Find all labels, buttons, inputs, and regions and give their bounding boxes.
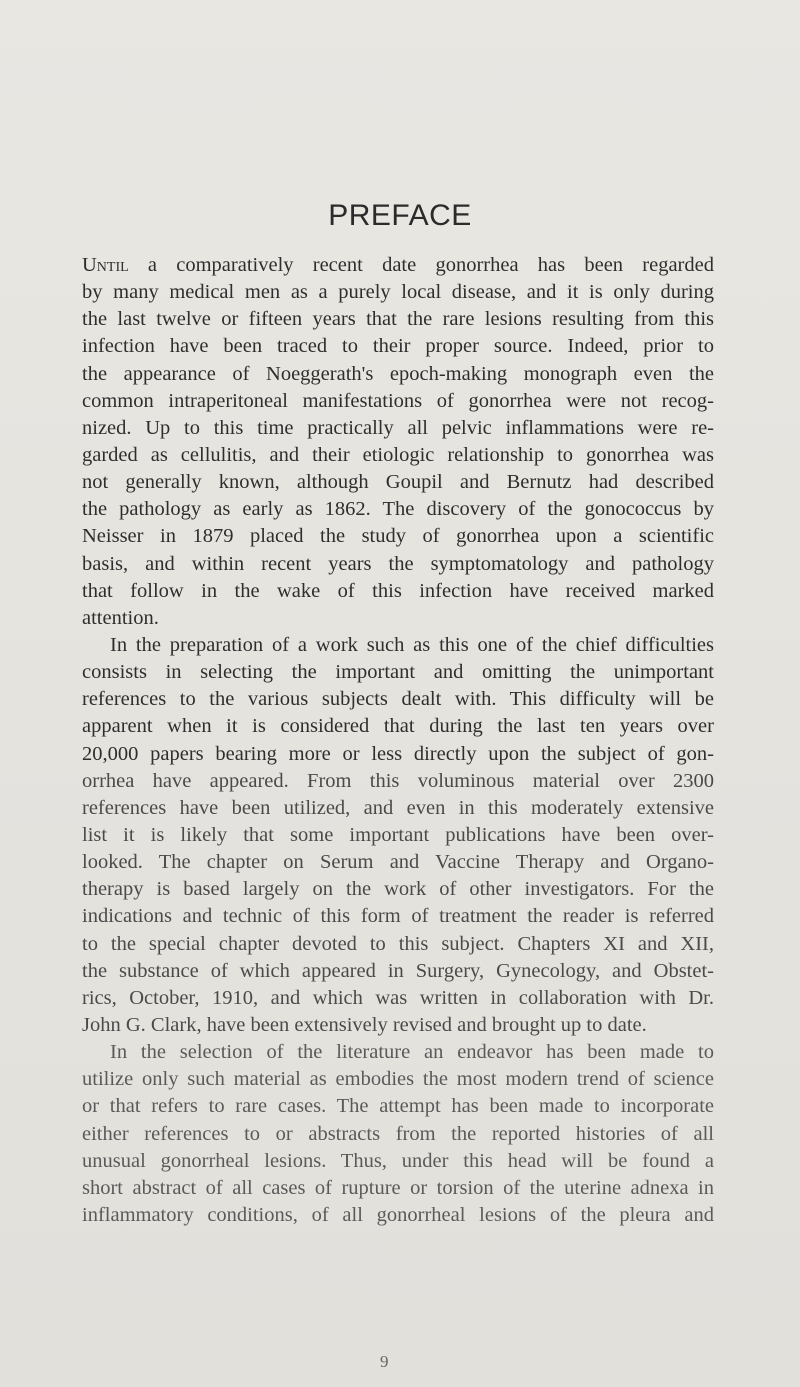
text-line: infection have been traced to their proper source. Indeed, prior to (82, 335, 714, 358)
text-line: the last twelve or fifteen years that the rare lesions resulting from this (82, 308, 714, 331)
text-line: references have been utilized, and even in this moderately extensive (82, 796, 714, 819)
text-line: nized. Up to this time practically all pelvic inflammations were re- (82, 416, 714, 439)
text-line: In the selection of the literature an endeavor has been made to (110, 1041, 714, 1064)
text-line: looked. The chapter on Serum and Vaccine Therapy and Organo- (82, 851, 714, 874)
text-line: by many medical men as a purely local disease, and it is only during (82, 281, 714, 304)
text-line: the substance of which appeared in Surgery, Gynecology, and Obstet- (82, 959, 714, 982)
text-line: or that refers to rare cases. The attempt has been made to incorporate (82, 1095, 714, 1118)
text-line: attention. (82, 606, 159, 629)
text-line: either references to or abstracts from the reported histories of all (82, 1122, 714, 1145)
text-line: John G. Clark, have been extensively revised and brought up to date. (82, 1013, 647, 1036)
text-line: list it is likely that some important publications have been over- (82, 823, 714, 846)
body-text (82, 252, 714, 1229)
drop-word: Until (82, 254, 129, 276)
text-line: In the preparation of a work such as this one of the chief difficulties (110, 633, 714, 656)
text-line: the appearance of Noeggerath's epoch-making monograph even the (82, 362, 714, 385)
text-line: rics, October, 1910, and which was written in collaboration with Dr. (82, 986, 714, 1009)
text-line: unusual gonorrheal lesions. Thus, under this head will be found a (82, 1149, 714, 1172)
text-line: therapy is based largely on the work of other investigators. For the (82, 878, 714, 901)
text-line: consists in selecting the important and omitting the unimportant (82, 661, 714, 684)
text-line: not generally known, although Goupil and Bernutz had described (82, 471, 714, 494)
text-line: utilize only such material as embodies the most modern trend of science (82, 1068, 714, 1091)
text-line: garded as cellulitis, and their etiologic relationship to gonorrhea was (82, 443, 714, 466)
text-line: basis, and within recent years the symptomatology and pathology (82, 552, 714, 575)
page-number: 9 (380, 1352, 389, 1371)
text-line: to the special chapter devoted to this subject. Chapters XI and XII, (82, 932, 714, 955)
text-line: orrhea have appeared. From this voluminous material over 2300 (82, 769, 714, 792)
text-line: 20,000 papers bearing more or less directly upon the subject of gon- (82, 742, 714, 765)
text-line: apparent when it is considered that during the last ten years over (82, 715, 714, 738)
text-line: short abstract of all cases of rupture or torsion of the uterine adnexa in (82, 1176, 714, 1199)
text-line: Neisser in 1879 placed the study of gonorrhea upon a scientific (82, 525, 714, 548)
text-line: Until a comparatively recent date gonorrhea has been regarded (82, 254, 714, 276)
text-line: inflammatory conditions, of all gonorrheal lesions of the pleura and (82, 1203, 714, 1226)
page-title: PREFACE (328, 199, 472, 232)
text-line: common intraperitoneal manifestations of gonorrhea were not recog- (82, 389, 714, 412)
text-line: indications and technic of this form of treatment the reader is referred (82, 905, 714, 928)
text-line: that follow in the wake of this infection have received marked (82, 579, 714, 602)
text-line: the pathology as early as 1862. The discovery of the gonococcus by (82, 498, 714, 521)
text-line: references to the various subjects dealt with. This difficulty will be (82, 688, 714, 711)
